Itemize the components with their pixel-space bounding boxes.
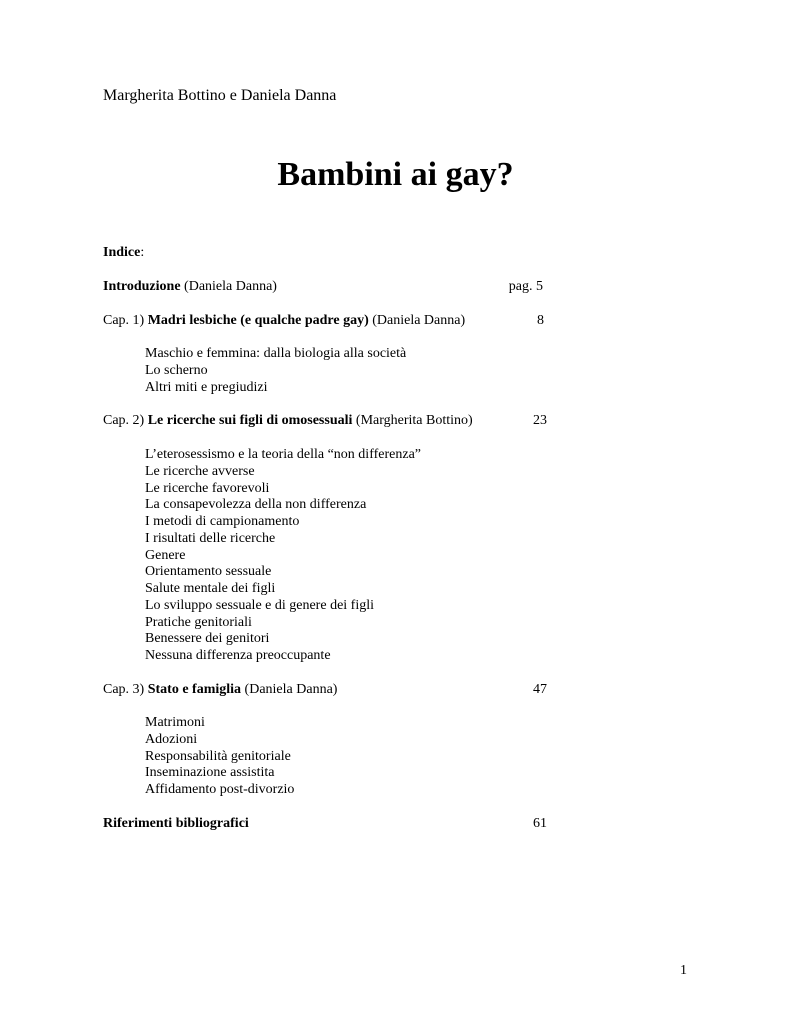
toc-chapter-3-page: 47 bbox=[533, 682, 547, 697]
toc-chapter-2-title: Le ricerche sui figli di omosessuali bbox=[147, 413, 353, 428]
toc-intro-page: pag. 5 bbox=[508, 279, 543, 294]
list-item: La consapevolezza della non differenza bbox=[145, 497, 367, 513]
list-item: Orientamento sessuale bbox=[145, 564, 272, 580]
list-item: Inseminazione assistita bbox=[145, 765, 275, 781]
list-item: Maschio e femmina: dalla biologia alla società bbox=[145, 346, 407, 361]
toc-chapter-1-title: Madri lesbiche (e qualche padre gay) bbox=[147, 313, 369, 328]
list-item: Altri miti e pregiudizi bbox=[145, 379, 268, 395]
toc-intro-author: (Daniela Danna) bbox=[184, 279, 277, 294]
toc-chapter-1-prefix: Cap. 1) bbox=[103, 313, 145, 328]
list-item: Genere bbox=[145, 547, 186, 563]
toc-entry-chapter-3 bbox=[103, 682, 337, 698]
toc-chapter-3-prefix: Cap. 3) bbox=[103, 682, 145, 697]
toc-entry-chapter-1 bbox=[103, 313, 465, 329]
toc-chapter-3-title: Stato e famiglia bbox=[147, 682, 242, 697]
toc-references-title: Riferimenti bibliografici bbox=[103, 816, 249, 831]
index-colon: : bbox=[140, 245, 145, 260]
toc-entry-chapter-2 bbox=[103, 413, 473, 429]
toc-chapter-2-author: (Margherita Bottino) bbox=[355, 413, 473, 428]
document-title: Bambini ai gay? bbox=[277, 156, 514, 193]
toc-chapter-3-author: (Daniela Danna) bbox=[244, 682, 338, 697]
list-item: Le ricerche favorevoli bbox=[145, 480, 270, 496]
toc-chapter-2-sections bbox=[145, 447, 421, 665]
index-heading bbox=[103, 245, 144, 261]
authors-line: Margherita Bottino e Daniela Danna bbox=[103, 87, 337, 104]
list-item: I metodi di campionamento bbox=[145, 514, 300, 529]
toc-chapter-1-author: (Daniela Danna) bbox=[372, 313, 466, 328]
list-item: L’eterosessismo e la teoria della “non differenza” bbox=[145, 447, 421, 462]
toc-intro-title: Introduzione bbox=[103, 279, 181, 294]
list-item: Adozioni bbox=[145, 731, 198, 747]
toc-entry-intro bbox=[103, 279, 277, 295]
list-item: Le ricerche avverse bbox=[145, 463, 255, 479]
list-item: Pratiche genitoriali bbox=[145, 614, 252, 630]
toc-chapter-1-page: 8 bbox=[537, 313, 544, 328]
list-item: Lo sviluppo sessuale e di genere dei figli bbox=[145, 597, 374, 613]
list-item: Affidamento post-divorzio bbox=[145, 782, 295, 797]
list-item: Matrimoni bbox=[145, 715, 205, 730]
toc-chapter-2-prefix: Cap. 2) bbox=[103, 413, 145, 428]
list-item: Salute mentale dei figli bbox=[145, 581, 276, 596]
list-item: I risultati delle ricerche bbox=[145, 530, 276, 546]
list-item: Responsabilità genitoriale bbox=[145, 748, 291, 764]
index-label: Indice bbox=[103, 245, 141, 260]
toc-references-page: 61 bbox=[533, 816, 547, 831]
list-item: Lo scherno bbox=[145, 362, 208, 378]
toc-chapter-2-page: 23 bbox=[533, 413, 547, 428]
toc-chapter-3-sections bbox=[145, 715, 294, 799]
list-item: Benessere dei genitori bbox=[145, 631, 270, 647]
toc-chapter-1-sections bbox=[145, 346, 406, 396]
footer-page-number: 1 bbox=[680, 963, 687, 978]
list-item: Nessuna differenza preoccupante bbox=[145, 648, 331, 663]
